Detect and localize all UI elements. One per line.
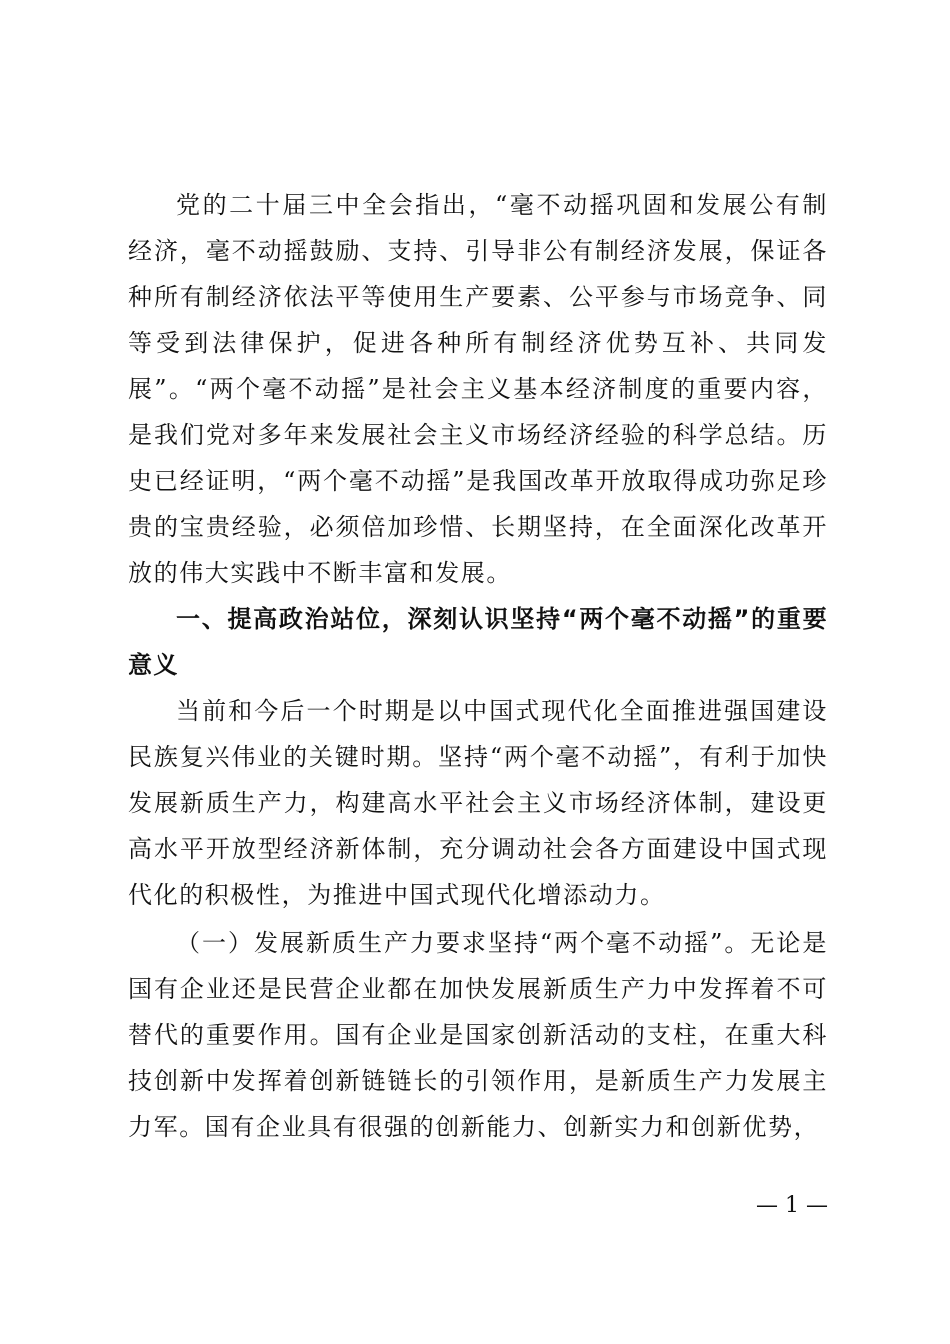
section-heading-1: 一、提高政治站位，深刻认识坚持“两个毫不动摇”的重要意义 [128,605,828,679]
section-1-paragraph: 当前和今后一个时期是以中国式现代化全面推进强国建设民族复兴伟业的关键时期。坚持“两个毫不动摇”，有利于加快发展新质生产力，构建高水平社会主义市场经济体制，建设更高水平开放型经济新体制，充分调动社会各方面建设中国式现代化的积极性，为推进中国式现代化增添动力。 [128,697,828,909]
page-number: — 1 — [756,1193,828,1218]
document-body [128,182,828,1150]
intro-paragraph: 党的二十届三中全会指出，“毫不动摇巩固和发展公有制经济，毫不动摇鼓励、支持、引导非公有制经济发展，保证各种所有制经济依法平等使用生产要素、公平参与市场竞争、同等受到法律保护，促进各种所有制经济优势互补、共同发展”。“两个毫不动摇”是社会主义基本经济制度的重要内容，是我们党对多年来发展社会主义市场经济经验的科学总结。历史已经证明，“两个毫不动摇”是我国改革开放取得成功弥足珍贵的宝贵经验，必须倍加珍惜、长期坚持，在全面深化改革开放的伟大实践中不断丰富和发展。 [128,191,828,587]
subsection-1-paragraph: （一）发展新质生产力要求坚持“两个毫不动摇”。无论是国有企业还是民营企业都在加快发展新质生产力中发挥着不可替代的重要作用。国有企业是国家创新活动的支柱，在重大科技创新中发挥着创新链链长的引领作用，是新质生产力发展主力军。国有企业具有很强的创新能力、创新实力和创新优势， [128,929,828,1141]
